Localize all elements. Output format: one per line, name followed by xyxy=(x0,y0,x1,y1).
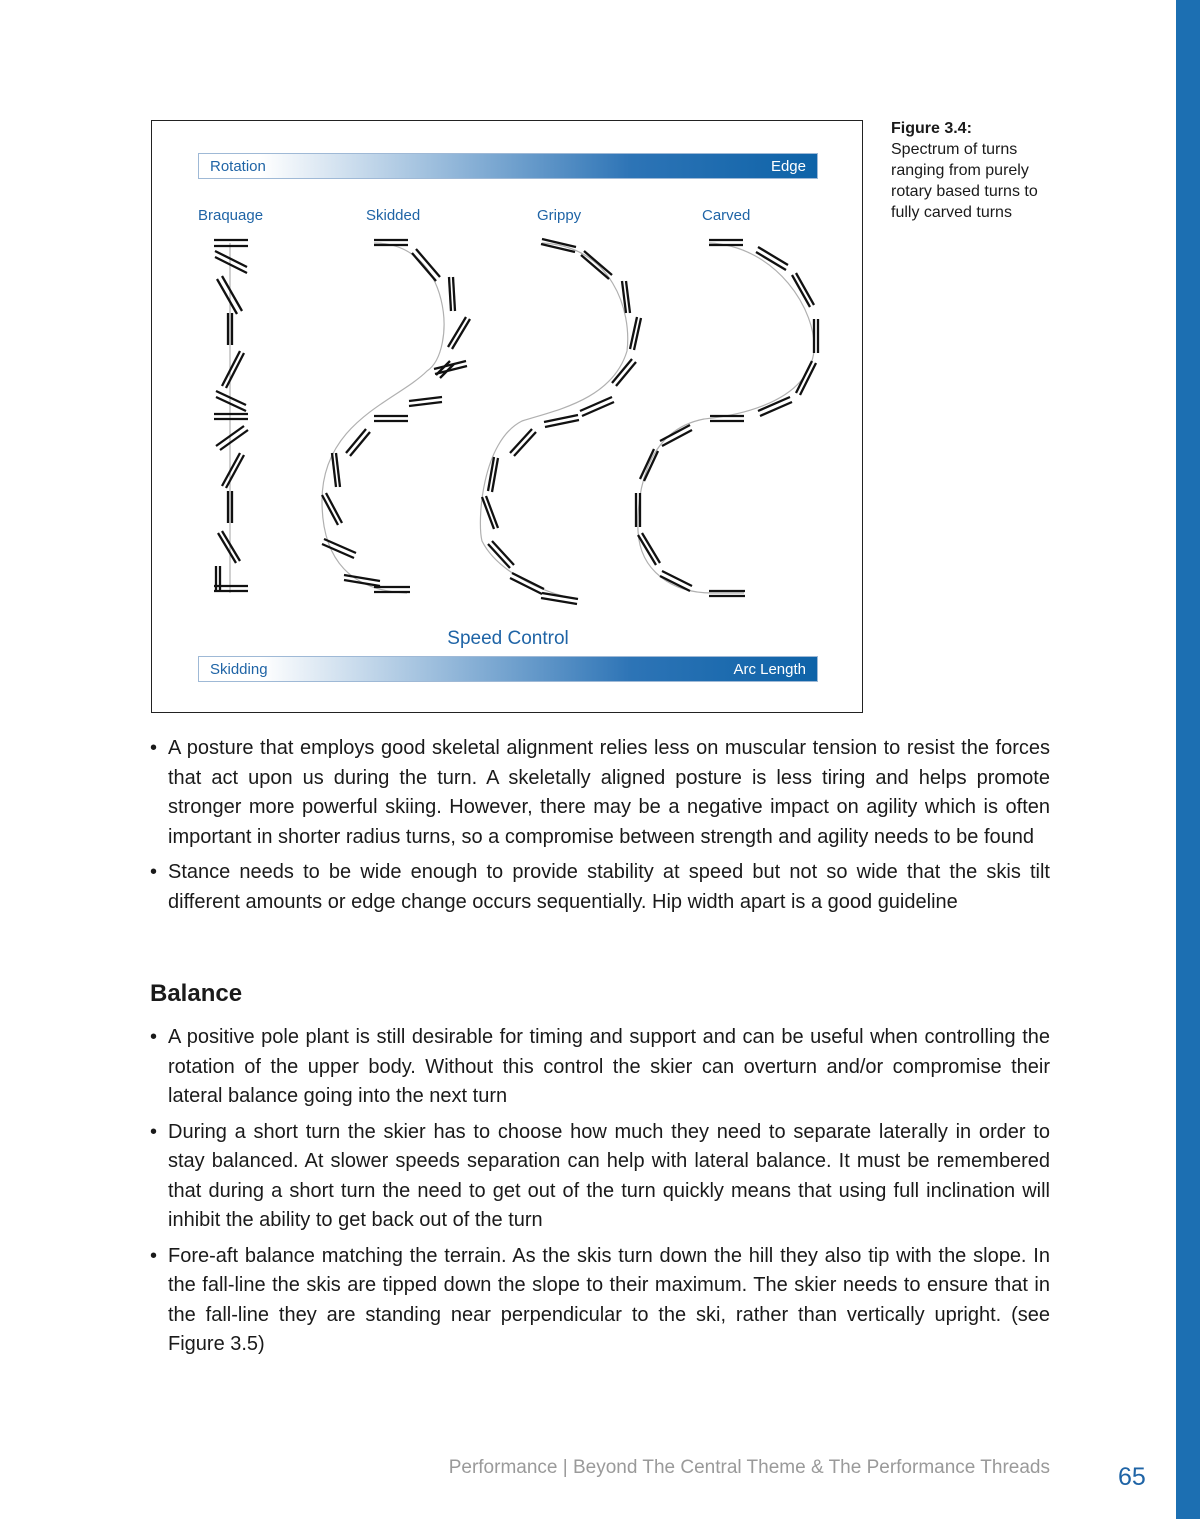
bullet-item: • During a short turn the skier has to choose how much they need to separate laterally in order to stay balanced. At slower speeds separation can help with lateral balance. It must be remembered that during a short turn the need to get out of the turn quickly means that using full inclination will inhibit the ability to get back out of the turn xyxy=(150,1118,1050,1236)
rotation-label: Rotation xyxy=(210,158,266,175)
column-label-carved: Carved xyxy=(702,207,751,224)
column-label-braquage: Braquage xyxy=(198,207,264,224)
grippy-skis xyxy=(482,239,641,604)
skidded-skis xyxy=(322,240,470,592)
braquage-skis xyxy=(214,240,248,591)
bullet-item: • Fore-aft balance matching the terrain. As the skis turn down the hill they also tip with the slope. In the fall-line the skis are tipped down the slope to their maximum. The skier needs to ensure that in the fall-line they are standing near perpendicular to the ski, rather than vertically upright. (see Figure 3.5) xyxy=(150,1242,1050,1360)
skidding-label: Skidding xyxy=(210,661,268,678)
arc-length-label: Arc Length xyxy=(733,661,806,678)
column-label-grippy: Grippy xyxy=(537,207,582,224)
bullet-item: • Stance needs to be wide enough to provide stability at speed but not so wide that the skis tilt different amounts or edge change occurs sequentially. Hip width apart is a good guideline xyxy=(150,858,1050,917)
skidding-arc-bar xyxy=(198,656,818,682)
turn-spectrum-figure xyxy=(151,120,863,713)
edge-label: Edge xyxy=(770,158,806,175)
carved-skis xyxy=(636,240,818,596)
figure-caption xyxy=(891,118,1061,223)
skidded-path xyxy=(322,243,444,593)
posture-bullets xyxy=(150,734,1050,923)
bullet-item: • A posture that employs good skeletal alignment relies less on muscular tension to resist the forces that act upon us during the turn. A skeletally aligned posture is less tiring and helps promote stronger more powerful skiing. However, there may be a negative impact on agility which is often important in shorter radius turns, so a compromise between strength and agility needs to be found xyxy=(150,734,1050,852)
carved-path xyxy=(638,243,814,593)
balance-bullets xyxy=(150,1023,1050,1366)
caption-text: Spectrum of turns ranging from purely rotary based turns to fully carved turns xyxy=(891,141,1038,221)
column-label-skidded: Skidded xyxy=(366,207,421,224)
page-edge-bar xyxy=(1176,0,1200,1519)
page-footer: Performance | Beyond The Central Theme & The Performance Threads xyxy=(448,1457,1050,1478)
page-number: 65 xyxy=(1118,1463,1146,1491)
turn-paths-diagram xyxy=(152,121,864,714)
speed-control-label: Speed Control xyxy=(447,628,569,649)
caption-title: Figure 3.4: xyxy=(891,120,972,137)
bullet-item: • A positive pole plant is still desirable for timing and support and can be useful when controlling the rotation of the upper body. Without this control the skier can overturn and/or compromise their lateral balance going into the next turn xyxy=(150,1023,1050,1112)
section-heading: Balance xyxy=(150,980,243,1007)
